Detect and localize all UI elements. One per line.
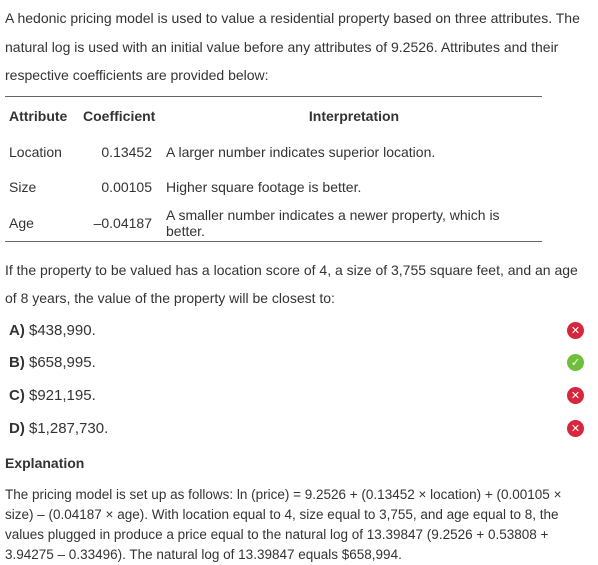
header-interpretation: Interpretation (308, 107, 400, 124)
answer-option-d[interactable] (9, 418, 569, 440)
option-text: $438,990. (29, 322, 96, 339)
cell-attribute: Location (9, 143, 62, 160)
cell-coefficient: 0.00105 (101, 179, 152, 196)
option-text: $1,287,730. (29, 420, 109, 437)
answer-option-b[interactable] (9, 352, 569, 374)
cell-interpretation: Higher square footage is better. (166, 179, 362, 196)
x-circle-icon: ✕ (567, 322, 584, 339)
cell-coefficient: –0.04187 (93, 214, 152, 231)
option-letter: A) (9, 322, 25, 339)
header-coefficient: Coefficient (83, 107, 156, 124)
table-row (5, 205, 542, 241)
table-row (5, 134, 542, 170)
explanation-title: Explanation (5, 455, 85, 471)
option-text: $921,195. (29, 387, 96, 404)
option-text: $658,995. (29, 354, 96, 371)
cell-attribute: Size (9, 179, 37, 196)
explanation-text: The pricing model is set up as follows: ln (price) = 9.2526 + (0.13452 × location) + (0.00105 × size) – (0.04187 × age). With location equal to 4, size equal to 3,755, and age equal to 8, the values plugged in produce a price equal to the natural log of 13.39847 (9.2526 + 0.53808 + 3.94275 – 0.33496). The natural log of 13.39847 equals $658,994. (5, 487, 562, 562)
header-attribute: Attribute (9, 107, 68, 124)
question-intro: A hedonic pricing model is used to value a residential property based on three attributes. The natural log is used with an initial value before any attributes of 9.2526. Attributes and their respective coefficients are provided below: (5, 10, 580, 83)
attribute-table (5, 96, 542, 242)
cell-interpretation: A larger number indicates superior location. (166, 143, 436, 160)
table-header-row (5, 97, 542, 135)
cell-coefficient: 0.13452 (101, 143, 152, 160)
cell-attribute: Age (9, 214, 34, 231)
question-stem: If the property to be valued has a location score of 4, a size of 3,755 square feet, and an age of 8 years, the value of the property will be closest to: (5, 262, 578, 306)
answer-option-c[interactable] (9, 385, 569, 407)
x-circle-icon: ✕ (567, 420, 584, 437)
cell-interpretation: A smaller number indicates a newer property, which is better. (166, 206, 500, 239)
check-circle-icon: ✓ (567, 354, 584, 371)
option-letter: D) (9, 420, 25, 437)
option-letter: C) (9, 387, 25, 404)
x-circle-icon: ✕ (567, 387, 584, 404)
answer-option-a[interactable] (9, 320, 569, 342)
table-row (5, 170, 542, 206)
option-letter: B) (9, 354, 25, 371)
